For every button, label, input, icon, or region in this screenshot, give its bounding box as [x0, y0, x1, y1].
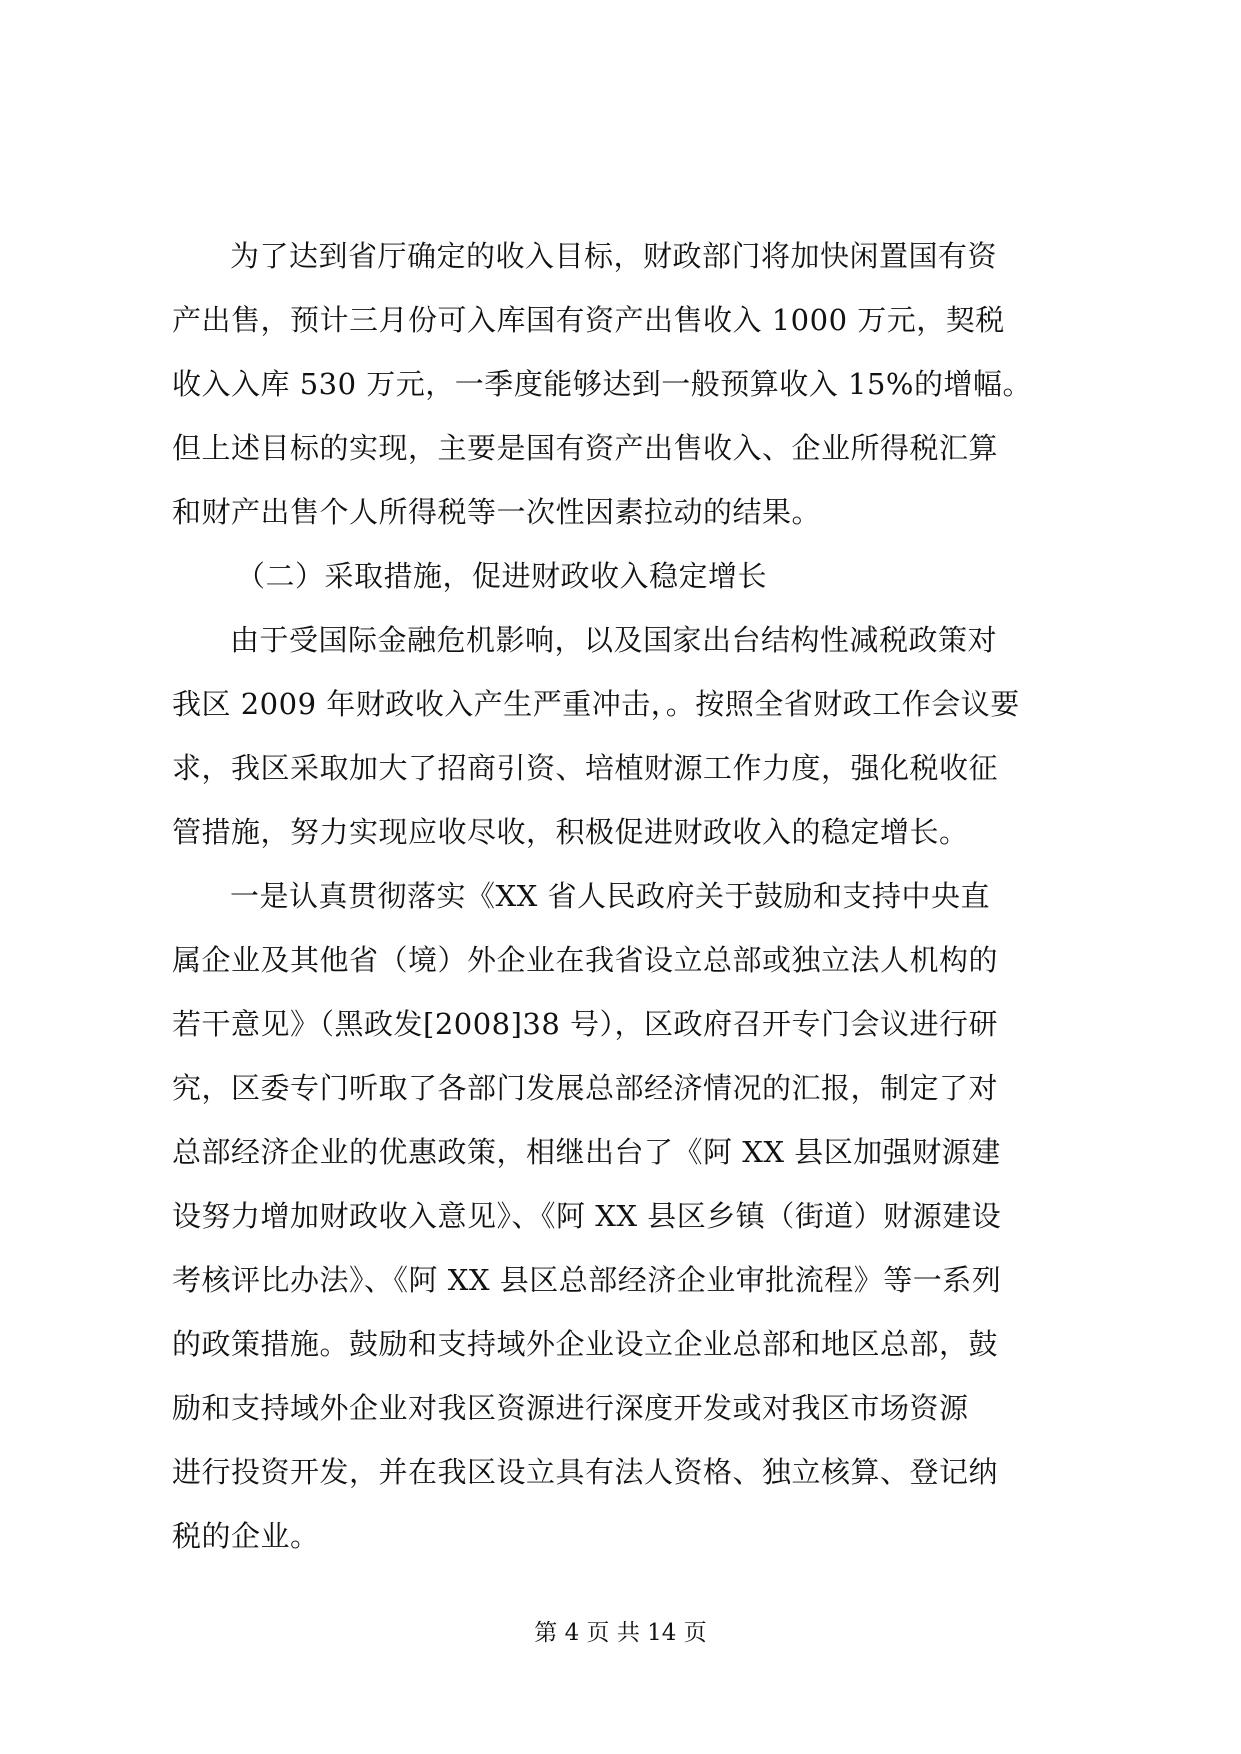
- paragraph-3-line-9: 励和支持域外企业对我区资源进行深度开发或对我区市场资源: [172, 1391, 969, 1425]
- paragraph-3-line-2: 属企业及其他省（境）外企业在我省设立总部或独立法人机构的: [172, 943, 999, 977]
- paragraph-3-line-5: 总部经济企业的优惠政策，相继出台了《阿 XX 县区加强财源建: [172, 1135, 1001, 1169]
- paragraph-3-line-1: 一是认真贯彻落实《XX 省人民政府关于鼓励和支持中央直: [230, 879, 991, 913]
- paragraph-3-line-7: 考核评比办法》、《阿 XX 县区总部经济企业审批流程》等一系列: [172, 1263, 1002, 1297]
- paragraph-3-line-4: 究，区委专门听取了各部门发展总部经济情况的汇报，制定了对: [172, 1071, 999, 1105]
- paragraph-3-line-10: 进行投资开发，并在我区设立具有法人资格、独立核算、登记纳: [172, 1455, 999, 1489]
- paragraph-1-line-1: 为了达到省厅确定的收入目标，财政部门将加快闲置国有资: [230, 239, 998, 273]
- paragraph-1-line-5: 和财产出售个人所得税等一次性因素拉动的结果。: [172, 495, 822, 529]
- paragraph-3-line-8: 的政策措施。鼓励和支持域外企业设立企业总部和地区总部，鼓: [172, 1327, 999, 1361]
- paragraph-2-line-3: 求，我区采取加大了招商引资、培植财源工作力度，强化税收征: [172, 751, 999, 785]
- section-heading: （二）采取措施，促进财政收入稳定增长: [236, 559, 768, 593]
- paragraph-2-line-1: 由于受国际金融危机影响，以及国家出台结构性减税政策对: [230, 623, 998, 657]
- page-number-footer: 第 4 页 共 14 页: [534, 1620, 707, 1646]
- paragraph-1-line-2: 产出售，预计三月份可入库国有资产出售收入 1000 万元，契税: [172, 303, 1005, 337]
- document-body: [172, 224, 1072, 1568]
- paragraph-3-line-6: 设努力增加财政收入意见》、《阿 XX 县区乡镇（街道）财源建设: [172, 1199, 1002, 1233]
- paragraph-1-line-4: 但上述目标的实现，主要是国有资产出售收入、企业所得税汇算: [172, 431, 999, 465]
- paragraph-2-line-4: 管措施，努力实现应收尽收，积极促进财政收入的稳定增长。: [172, 815, 969, 849]
- paragraph-3-line-11: 税的企业。: [172, 1519, 320, 1553]
- paragraph-1-line-3: 收入入库 530 万元，一季度能够达到一般预算收入 15%的增幅。: [172, 367, 1032, 401]
- paragraph-2-line-2: 我区 2009 年财政收入产生严重冲击，。按照全省财政工作会议要: [172, 687, 1020, 721]
- paragraph-3-line-3: 若干意见》（黑政发[2008]38 号），区政府召开专门会议进行研: [172, 1007, 999, 1041]
